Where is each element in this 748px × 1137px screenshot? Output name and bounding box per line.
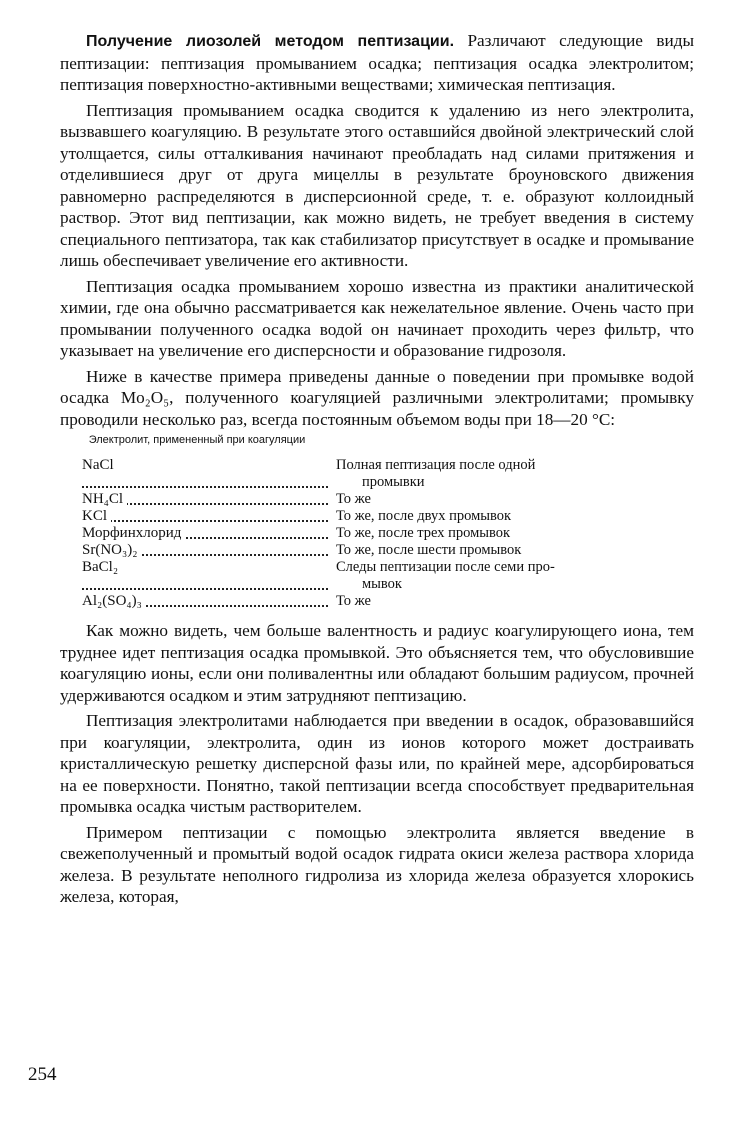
paragraph-electrolyte-peptization: Пептизация электролитами наблюдается при введении в осадок, образовавшийся при коагуляции, электролита, один из ионов которого может достраивать кристаллическую решетку дисперсной фазы или, по крайней мере, адсорбироваться на ее поверхности. Понятно, такой пептизации всегда способствует предварительная промывка осадка чистым растворителем. [60,711,694,816]
result-continuation: промывки [362,474,425,490]
paragraph-washing-peptization: Пептизация промыванием осадка сводится к удалению из него электролита, вызвавшего коагуляцию. В результате этого оставшийся двойной электрический слой утолщается, силы отталкивания начинают преобладать над силами притяжения и отделившиеся друг от друга мицеллы в результате броуновского движения равномерно распределяются в дисперсионной среде, т. е. образуют коллоидный раствор. Этот вид пептизации, как можно видеть, не требует введения в систему специального пептизатора, так как стабилизатор присутствует в осадке и промывание лишь обеспечивает увеличение его активности. [60,100,694,270]
table-row [82,542,672,559]
paragraph-intro [60,30,694,96]
leader-dots [82,588,328,590]
electrolyte-name: BaCl₂ [82,559,122,575]
paragraph-intro-text: Различают следующие виды пептизации: пептизация промыванием осадка; пептизация осадка электролитом; пептизация поверхностно-активными веществами; химическая пептизация. [60,31,694,94]
section-heading: Получение лиозолей методом пептизации. [86,33,455,50]
table-header: Электролит, примененный при коагуляции [88,434,306,446]
result-text: То же [336,593,371,609]
table-row [82,525,672,542]
electrolyte-name: NH₄Cl [82,491,127,507]
electrolyte-name: Al₂(SO₄)₃ [82,593,146,609]
paragraph-analytical-chemistry: Пептизация осадка промыванием хорошо известна из практики аналитической химии, где она обычно рассматривается как нежелательное явление. Очень часто при промывании полученного осадка водой он начинает проходить через фильтр, что указывает на увеличение его дисперсности и образование гидрозоля. [60,276,694,360]
paragraph-valence-radius: Как можно видеть, чем больше валентность и радиус коагулирующего иона, тем труднее идет пептизация осадка промывкой. Это объясняется тем, что обусловившие коагуляцию ионы, если они поливалентны или обладают большим радиусом, прочней удерживаются осадком и этим затрудняют пептизацию. [60,621,694,705]
paragraph-example-intro: Ниже в качестве примера приведены данные о поведении при промывке водой осадка Mo₂O₅, полученного коагуляцией различными электролитами; промывку проводили несколько раз, всегда постоянным объемом воды при 18—20 °C: [60,366,694,429]
leader-dots [82,520,328,522]
result-continuation: мывок [362,576,402,592]
result-text: То же [336,491,371,507]
electrolyte-name: Морфинхлорид [82,525,185,541]
result-text: То же, после трех промывок [336,525,511,541]
result-text: То же, после двух промывок [336,508,512,524]
page-number: 254 [28,1064,57,1085]
result-text: Следы пептизации после семи про- [336,559,555,575]
table-row [82,508,672,525]
paragraph-iron-hydroxide-example: Примером пептизации с помощью электролита является введение в свежеполученный и промытый водой осадок гидрата окиси железа раствора хлорида железа. В результате неполного гидролиза из хлорида железа образуется хлорокись железа, которая, [60,822,694,906]
electrolyte-name: NaCl [82,457,118,473]
leader-dots [82,486,328,488]
result-text: Полная пептизация после одной [336,457,536,473]
table-row [82,457,672,491]
result-text: То же, после шести промывок [336,542,522,558]
electrolyte-name: KCl [82,508,111,524]
page-content [60,30,694,912]
electrolyte-name: Sr(NO₃)₂ [82,542,141,558]
table-body [82,457,672,610]
table-row [82,559,672,593]
electrolyte-table [82,434,672,610]
table-row [82,491,672,508]
table-row [82,593,672,610]
